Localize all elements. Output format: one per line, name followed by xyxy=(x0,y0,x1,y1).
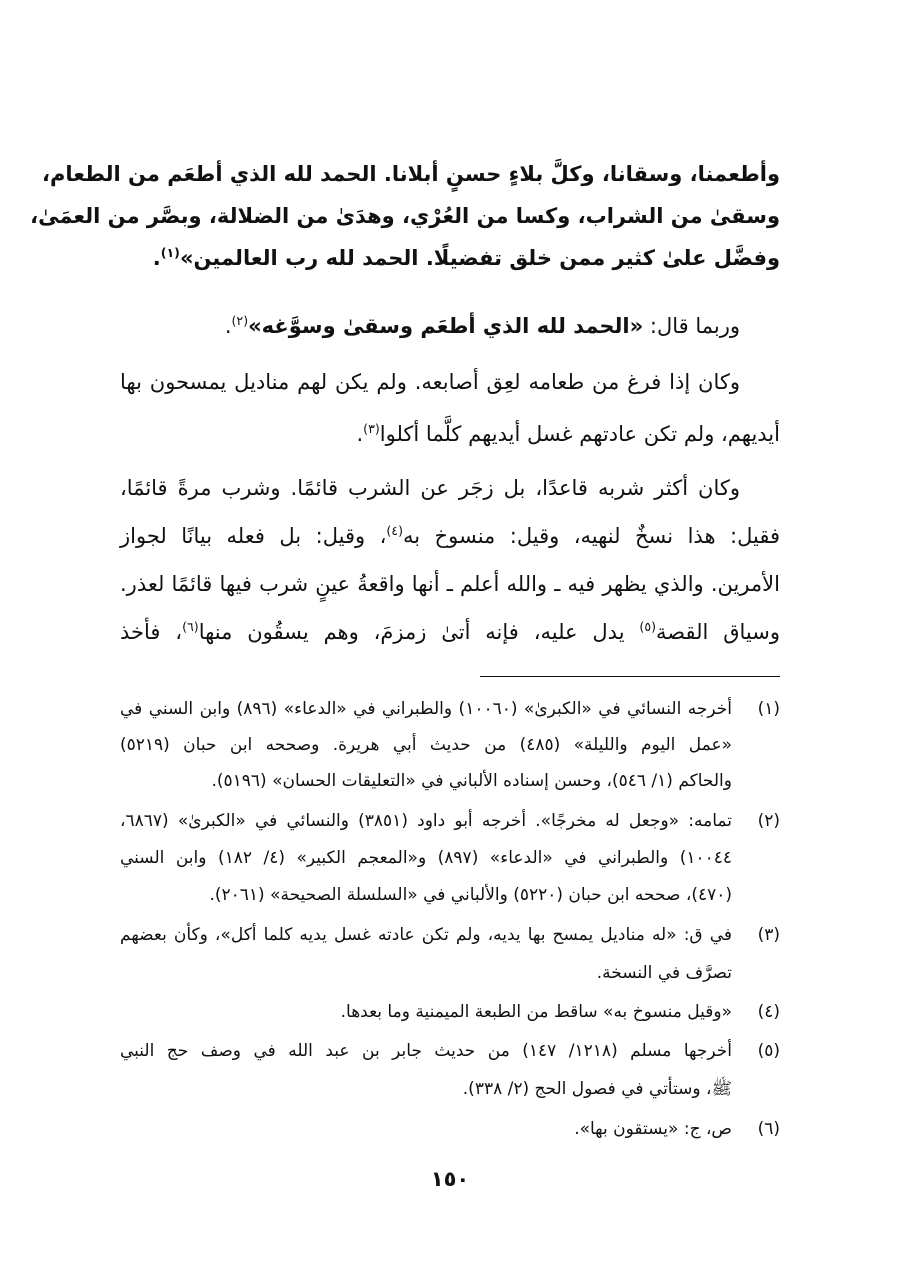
footnote-line: والحاكم (١/ ٥٤٦)، وحسن إسناده الألباني في «التعليقات الحسان» (٥١٩٦). xyxy=(211,771,732,791)
text-line xyxy=(120,232,780,284)
footnote-line: «وقيل منسوخ به» ساقط من الطبعة الميمنية وما بعدها. xyxy=(340,1002,732,1022)
footnote-line: ص، ج: «يستقون بها». xyxy=(574,1119,732,1139)
footnote-number: (١) xyxy=(757,699,780,719)
text-line xyxy=(120,510,780,562)
line-text: ، وقيل: بل فعله بيانًا لجواز xyxy=(120,524,387,548)
text-line: وكان أكثر شربه قاعدًا، بل زجَر عن الشرب قائمًا. وشرب مرةً قائمًا، xyxy=(120,476,740,500)
line-end: . xyxy=(152,246,161,270)
footnote-line: أخرجه النسائي في «الكبرىٰ» (١٠٠٦٠) والطبراني في «الدعاء» (٨٩٦) وابن السني في xyxy=(120,699,733,719)
footnote-number: (٤) xyxy=(757,1002,780,1022)
footnote-number: (٦) xyxy=(757,1119,780,1139)
footnote-ref: (١) xyxy=(160,245,180,260)
line-end: . xyxy=(356,422,364,446)
footnote-line: في ق: «له مناديل يمسح بها يديه، ولم تكن عادته غسل يديه كلما أكل»، وكأن بعضهم xyxy=(120,925,732,945)
line-text: وربما قال: xyxy=(643,314,740,338)
text-line xyxy=(120,606,780,658)
footnote-number: (٢) xyxy=(757,811,780,831)
text-line: وسقىٰ من الشراب، وكسا من العُرْي، وهدَىٰ من الضلالة، وبصَّر من العمَىٰ، xyxy=(30,204,780,228)
footnote-line: ١٠٠٤٤) والطبراني في «الدعاء» (٨٩٧) و«المعجم الكبير» (٤/ ١٨٢) وابن السني xyxy=(120,848,733,868)
footnote-line: «عمل اليوم والليلة» (٤٨٥) من حديث أبي هريرة. وصححه ابن حبان (٥٢١٩) xyxy=(120,735,732,755)
line-text: أيديهم، ولم تكن عادتهم غسل أيديهم كلَّما أكلوا xyxy=(379,422,780,446)
line-text: وفضَّل علىٰ كثير ممن خلق تفضيلًا. الحمد لله رب العالمين» xyxy=(179,246,780,270)
text-line: وكان إذا فرغ من طعامه لعِق أصابعه. ولم يكن لهم مناديل يمسحون بها xyxy=(120,370,740,394)
text-line: الأمرين. والذي يظهر فيه ـ والله أعلم ـ أنها واقعةُ عينٍ شرب فيها قائمًا لعذر. xyxy=(120,572,780,596)
page-number: ١٥٠ xyxy=(430,1167,470,1191)
text-line: وأطعمنا، وسقانا، وكلَّ بلاءٍ حسنٍ أبلانا. الحمد لله الذي أطعَم من الطعام، xyxy=(42,162,780,186)
footnote-line: تمامه: «وجعل له مخرجًا». أخرجه أبو داود (٣٨٥١) والنسائي في «الكبرىٰ» (٦٨٦٧، xyxy=(120,811,732,831)
footnote-ref: (٥) xyxy=(639,619,657,634)
footnote-line: تصرَّف في النسخة. xyxy=(596,963,732,983)
footnote-ref: (٦) xyxy=(182,619,199,634)
text-line xyxy=(120,408,780,460)
footnote-number: (٥) xyxy=(757,1041,780,1061)
footnote-number: (٣) xyxy=(757,925,780,945)
quoted-dua: «الحمد لله الذي أطعَم وسقىٰ وسوَّغه» xyxy=(248,314,644,338)
footnote-ref: (٢) xyxy=(231,313,249,328)
line-text: فقيل: هذا نسخٌ لنهيه، وقيل: منسوخ به xyxy=(402,524,780,548)
footnote-separator xyxy=(480,676,780,677)
text-line xyxy=(120,300,780,352)
footnote-ref: (٣) xyxy=(363,421,380,436)
footnote-line: ﷺ، وستأتي في فصول الحج (٢/ ٣٣٨). xyxy=(462,1079,732,1099)
footnote-line: أخرجها مسلم (١٢١٨/ ١٤٧) من حديث جابر بن عبد الله في وصف حج النبي xyxy=(120,1041,732,1061)
line-text: ، فأخذ xyxy=(120,620,183,644)
footnote-line: (٤٧٠)، صححه ابن حبان (٥٢٢٠) والألباني في «السلسلة الصحيحة» (٢٠٦١). xyxy=(209,885,732,905)
line-text: يدل عليه، فإنه أتىٰ زمزمَ، وهم يسقُون منها xyxy=(198,620,640,644)
line-text: وسياق القصة xyxy=(656,620,780,644)
line-end: . xyxy=(224,314,232,338)
footnote-ref: (٤) xyxy=(386,523,403,538)
